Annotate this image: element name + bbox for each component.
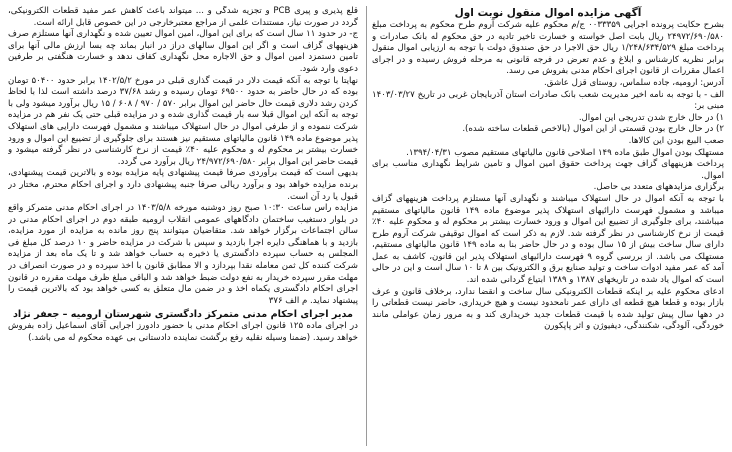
list-item-gradual-removal: ۱) در حال خارج شدن تدریجی این اموال. [578, 112, 724, 123]
paragraph-footnote: در اجرای ماده ۱۲۵ قانون اجرای احکام مدنی با حضور دادورز اجرایی آقای اسماعیل زاده بفروش خواهد رسید. (ضمنا وسیله نقلیه رفع برگشت نماینده دادستانی بی عهده محکوم له می باشد.) [8, 321, 358, 344]
left-column [8, 6, 358, 448]
list-item-storage-costs: پرداخت هزینههای گزاف جهت پرداخت حقوق امین اموال و تامین شرایط نگهداری مناسب برای اموال. [372, 159, 724, 181]
paragraph-price-estimate: نهایتا با توجه به آنکه قیمت دلار در قیمت گذاری قبلی در مورخ ۱۴۰۲/۵/۲ برابر حدود ۵۰۴۰۰ تومان بوده که در حال حاضر به حدود ۶۹۵۰۰ تومان رسیده و رشد ۳۷/۶۸ درصد داشته است لذا با لحاظ کردن رشد دلاری قیمت حال حاضر این اموال برابر ۵۷۰ / ۹۷۰ / ۶۰۸ / ۱۵ ریال برآورد میشود ولی با توجه به آنکه این اموال قبلا سه بار قیمت گذاری شده و در مزایده قبلی حتی یک نفر هم در مزایده شرکت ننموده و از طرفی اموال در حال استهلاک میباشند و مشمول فهرست دارایی های استهلاک پذیر موضوع ماده ۱۴۹ قانون مالیاتهای مستقیم نیز هستند برای جلوگیری از تضییع این اموال و ورود خسارت بیشتر بر محکوم له و محکوم علیه ۴۰٪ قیمت از نرخ کارشناسی در نظر گرفته میشود و قیمت حاضر این اموال برابر ۲۴/۹۷۲/۶۹۰/۵۸۰ ریال برآورد می گردد. [8, 75, 358, 167]
paragraph-depreciation-detail: با توجه به آنکه اموال در حال استهلاک میباشند و نگهداری آنها مستلزم پرداخت هزینههای گزاف میباشد و مشمول فهرست دارائیهای استهلاک پذیر موضوع ماده ۱۴۹ قانون مالیاتهای مستقیم میباشند، برای جلوگیری از تضییع این اموال و ورود خسارت بیشتر بر محکوم له و محکوم علیه ۴۰٪ قیمت از نرخ کارشناسی در نظر گرفته شد. لازم به ذکر است که اموال توقیفی شرکت آروم طرح دارای سال ساخت بیش از ۱۵ سال بوده و در حال حاضر بنا به ماده ۱۴۹ قانون مالیاتهای مستقیم، مستهلک می باشد. از بررسی گروه ۹ فهرست دارائیهای استهلاک پذیر این قانون، کاشف به عمل آمد که عمر مفید ادوات ساخت و تولید صنایع برق و الکترونیک بین ۸ تا ۱۰ سال است و این در حالی است که اموال یاد شده در تاریخهای ۱۳۸۷ و ۱۳۸۹ ابتیاع گردانی شده اند. [372, 193, 724, 286]
signature: مدیر اجرای احکام مدنی متمرکز دادگستری شهرستان ارومیه – جعفر نژاد [13, 309, 353, 321]
column-divider [366, 6, 367, 446]
right-column [372, 6, 724, 448]
paragraph-auction-time: مزایده راس ساعت ۱۰:۳۰ صبح روز دوشنبه مورخه ۱۴۰۳/۵/۸ در اجرای احکام مدنی متمرکز واقع در بلوار دستغیب ساختمان دادگاههای عمومی انقلاب ارومیه طبقه دوم در اجرای احکام مدنی در سالن اجتماعات برگزار خواهد شد. متقاضیان میتوانند پنج روز مانده به مزایده از مورد مزایده، بازدید و با هماهنگی دایره اجرا بازدید و سپس با شرکت در مزایده حاضر و ۱۰ درصد کل مبلغ فی المجلس به حساب سپرده دادگستری یا ذخیره به حساب خواهد شد و تا یک ماه بعد از مزایده شرکت کننده کل ثمن معامله نقدا بپردازد و الا مطابق قانون با اخذ سپرده و در صورت انصراف در مهلت مقرر سپرده خریدار به نفع دولت ضبط خواهد شد و الباقی مبلغ ظرف مهلت مقرره در قانون اجرای احکام دادگستری یکماه اخذ و در ضمن مال متعلق به کسی خواهد بود که بالاترین قیمت را پیشنهاد نماید. م الف ۳۷۶ [8, 203, 358, 306]
paragraph-bank-letter: الف - با توجه به نامه اخیر مدیریت شعب بانک صادرات استان آذربایجان غربی در تاریخ ۱۴۰۳/۰۳/۲۷ مبنی بر: [372, 89, 724, 112]
paragraph-case-summary: بشرح حکایت پرونده اجرایی ۰۰۳۳۳۵۹ ج/م محکوم علیه شرکت آروم طرح محکوم به پرداخت مبلغ ۲۴۹۷۲/۶۹۰/۵۸۰ ریال بابت اصل خواسته و خسارت تاخیر تادیه در حق محکوم له بانک صادرات و پرداخت مبلغ ۱/۲۴۸/۶۳۴/۵۲۹ ریال حق الاجرا در حق صندوق دولت با توجه به ارزیابی اموال منقول برابر نظریه کارشناس و ابلاغ و عدم تعرض در فرجه قانونی به مرحله فروش رسیده و در اجرای اعمال مقررات از قانون اجرای احکام مدنی بفروش می رسد. [372, 20, 724, 77]
list-item-depreciation: مستهلک بودن اموال طبق ماده ۱۴۹ اصلاحی قانون مالیاتهای مستقیم مصوب ۱۳۹۴/۰۴/۳۱. [406, 147, 724, 158]
paragraph-address: آدرس: ارومیه، جاده سلماس، روستای قزل عاشق. [544, 77, 724, 88]
paragraph-base-price: بدیهی است که قیمت برآوردی صرفا قیمت پیشنهادی پایه مزایده بوده و بالاترین قیمت پیشنهادی، برنده مزایده خواهد بود و برآورد ریالی صرفا جنبه پیشنهادی دارد و اجرای احکام محترم، مختار در قبول یا رد آن است. [8, 168, 358, 202]
list-item-failed-auctions: برگزاری مزایدههای متعدد بی حاصل. [593, 182, 724, 193]
list-item-hard-to-sell: صعب البیع بودن این کالاها. [628, 135, 724, 146]
paragraph-pcb-aging: قلع پذیری و پیری PCB و تجزیه شدگی و ... میتواند باعث کاهش عمر مفید قطعات الکترونیکی، گردد در صورت نیاز، مستندات علمی از مراجع معتبرخارجی در این خصوص قابل ارائه است. [8, 6, 358, 28]
paragraph-custody-costs: ج- در حدود ۱۱ سال است که برای این اموال، امین اموال تعیین شده و نگهداری آنها مستلزم صرف هزینههای گزاف است و اگر این اموال سالهای دراز در انبار بماند چه بسا ارزش مالی آنها برای تامین دستمزد امین اموال و حق الاجاره محل نگهداری کفاف ندهد و خسارت هنگفتی بر طرفین دعوی وارد شود. [8, 29, 358, 74]
list-item-partial-removal: ۲) در حال خارج بودن قسمتی از این اموال (بالاخص قطعات ساخته شده). [462, 124, 724, 135]
notice-title: آگهی مزایده اموال منقول نوبت اول [454, 7, 642, 19]
paragraph-debtor-claim: ادعای محکوم علیه بر اینکه قطعات الکترونیکی سال ساخت و انقضا ندارد، برخلاف قانون و عرف بازار بوده و قطعا هیچ قطعه ای دارای عمر نامحدود نیست و هیچ خریداری، حاضر نیست قطعاتی را در دهها سال پیش تولید شده با قیمت قطعات جدید خریداری کند و به مرور زمان عواملی مانند خوردگی، آلودگی، شکنندگی، دیفیوژن و اثر پاپکورن [372, 286, 724, 332]
